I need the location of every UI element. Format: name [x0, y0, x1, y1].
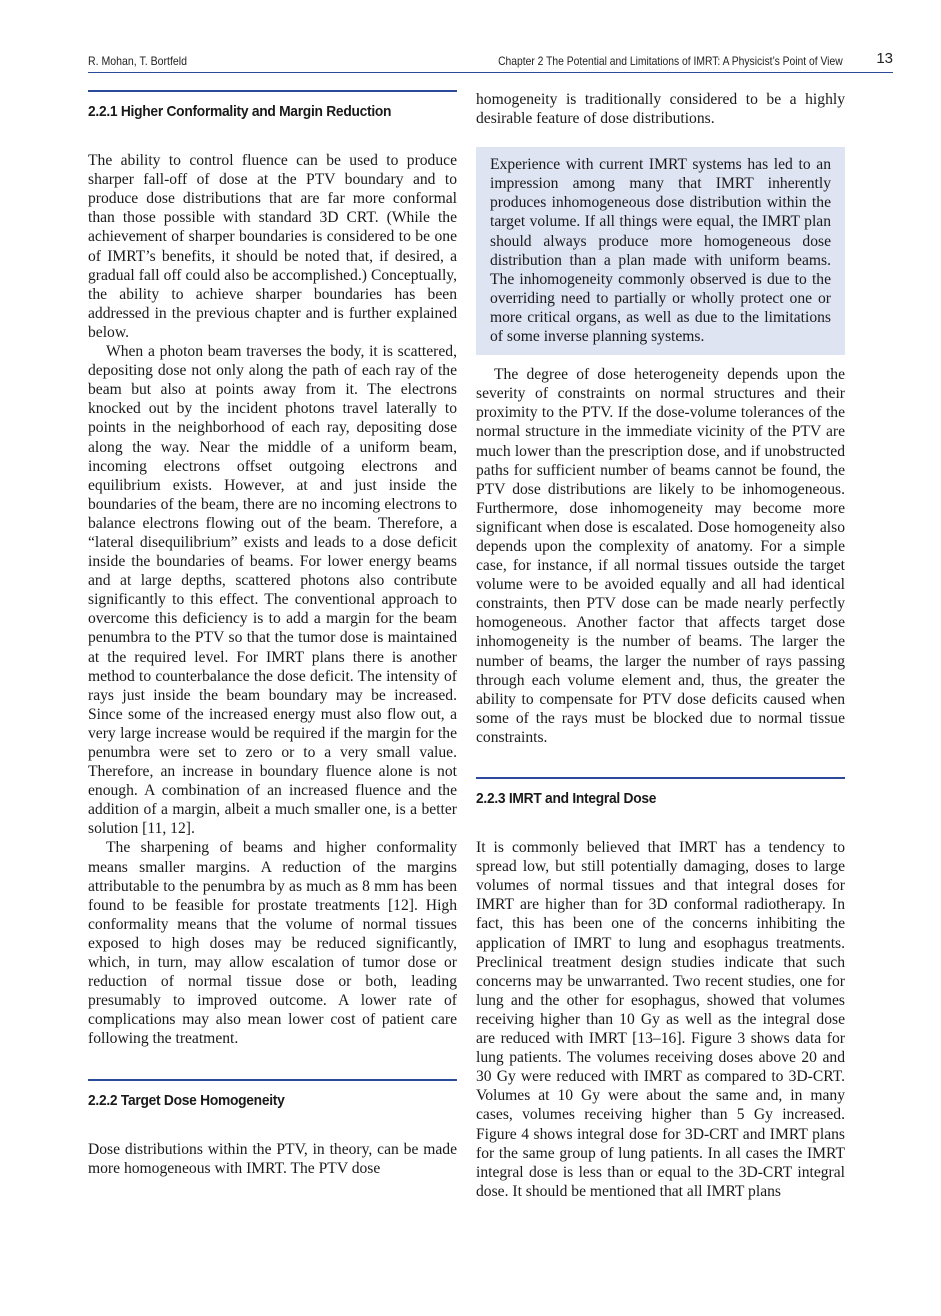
- callout-text: Experience with current IMRT systems has led to an impression among many that IMRT inherently produces inhomogeneous dose distribution within the target volume. If all things were equal, the IMRT plan should always produce more homogeneous dose distribution than a plan made with uniform beams. The inhomogeneity commonly observed is due to the overriding need to partially or wholly protect one or more critical organs, as well as due to the limitations of some inverse planning systems.: [490, 156, 831, 346]
- paragraph: When a photon beam traverses the body, it is scattered, depositing dose not only along the path of each ray of the beam but also at points away from it. The electrons knocked out by the incident photons travel laterally to points in the neighborhood of each ray, depositing dose along the way. Near the middle of a uniform beam, incoming electrons offset outgoing electrons and equilibrium exists. However, at and just inside the boundaries of the beam, there are no incoming electrons to balance electrons flowing out of the beam. Therefore, a “lateral disequilibrium” exists and leads to a dose deficit inside the boundaries of beams. For lower energy beams and at large depths, scattered photons also contribute significantly to this effect. The conventional approach to overcome this deficiency is to add a margin for the beam penumbra to the PTV so that the tumor dose is maintained at the required level. For IMRT plans there is another method to counterbalance the dose deficit. The intensity of rays just inside the beam boundary may be increased. Since some of the increased energy must also flow out, a very large increase would be required if the margin for the penumbra were set to zero or to a very small value. Therefore, an increase in boundary fluence alone is not enough. A combination of an increased fluence and the addition of a margin, albeit a much smaller one, is a better solution [11, 12].: [88, 343, 457, 838]
- paragraph: The degree of dose heterogeneity depends upon the severity of constraints on normal structures and their proximity to the PTV. If the dose-volume tolerances of the normal structure in the immediate vicinity of the PTV are much lower than the prescription dose, and if unobstructed paths for sufficient number of beams cannot be found, the PTV dose distributions are likely to be inhomogeneous. Furthermore, dose inhomogeneity may become more significant when dose is escalated. Dose homogeneity also depends upon the complexity of anatomy. For a simple case, for instance, if all normal tissues outside the target volume were to be avoided equally and all had identical constraints, then PTV dose can be made nearly perfectly homogeneous. Another factor that affects target dose inhomogeneity is the number of beams. The larger the number of beams, the larger the number of rays passing through each volume element and, thus, the greater the ability to compensate for PTV dose deficits caused when some of the rays must be blocked due to normal tissue constraints.: [476, 366, 845, 746]
- section-rule: [88, 90, 457, 92]
- page-number: 13: [876, 50, 893, 67]
- paragraph: The sharpening of beams and higher conformality means smaller margins. A reduction of the margins attributable to the penumbra by as much as 8 mm has been found to be feasible for prostate treatments [12]. High conformality means that the volume of normal tissues exposed to high doses may be reduced significantly, which, in turn, may allow escalation of tumor dose or reduction of normal tissue dose or both, leading presumably to improved outcome. A lower rate of complications may also mean lower cost of patient care following the treatment.: [88, 839, 457, 1048]
- running-head-chapter: Chapter 2 The Potential and Limitations of IMRT: A Physicist’s Point of View: [498, 54, 843, 68]
- running-head-authors: R. Mohan, T. Bortfeld: [88, 54, 187, 68]
- callout-box: [476, 147, 845, 355]
- left-column: [88, 90, 457, 1178]
- paragraph: The ability to control fluence can be used to produce sharper fall-off of dose at the PTV boundary and to produce dose distributions that are far more conformal than those possible with standard 3D CRT. (While the achievement of sharper boundaries is considered to be one of IMRT’s benefits, it should be noted that, if desired, a gradual fall off could also be accomplished.) Conceptually, the ability to achieve sharper boundaries has been addressed in the previous chapter and is further explained below.: [88, 152, 457, 341]
- paragraph-split-end: homogeneity is traditionally considered to be a highly desirable feature of dose distributions.: [476, 91, 845, 128]
- paragraph: It is commonly believed that IMRT has a tendency to spread low, but still potentially damaging, doses to large volumes of normal tissues and that integral doses for IMRT are higher than for 3D conformal radiotherapy. In fact, this has been one of the concerns inhibiting the application of IMRT to lung and esophagus treatments. Preclinical treatment design studies indicate that such concerns may be unwarranted. Two recent studies, one for lung and the other for esophagus, showed that volumes receiving higher than 10 Gy as well as the integral dose are reduced with IMRT [13–16]. Figure 3 shows data for lung patients. The volumes receiving doses above 20 and 30 Gy were reduced with IMRT as compared to 3D-CRT. Volumes at 10 Gy were about the same and, in many cases, volumes receiving higher than 5 Gy increased. Figure 4 shows integral dose for 3D-CRT and IMRT plans for the same group of lung patients. In all cases the IMRT integral dose is less than or equal to the 3D-CRT integral dose. It should be mentioned that all IMRT plans: [476, 839, 845, 1200]
- section-heading-2-2-3: 2.2.3 IMRT and Integral Dose: [476, 790, 657, 807]
- section-rule: [476, 777, 845, 779]
- running-head: [88, 50, 893, 72]
- right-column: [476, 90, 845, 1201]
- section-rule: [88, 1079, 457, 1081]
- section-heading-2-2-1: 2.2.1 Higher Conformality and Margin Reduction: [88, 103, 392, 120]
- section-heading-2-2-2: 2.2.2 Target Dose Homogeneity: [88, 1091, 285, 1109]
- paragraph-split-start: Dose distributions within the PTV, in theory, can be made more homogeneous with IMRT. The PTV dose: [88, 1140, 457, 1177]
- header-rule: [88, 72, 893, 73]
